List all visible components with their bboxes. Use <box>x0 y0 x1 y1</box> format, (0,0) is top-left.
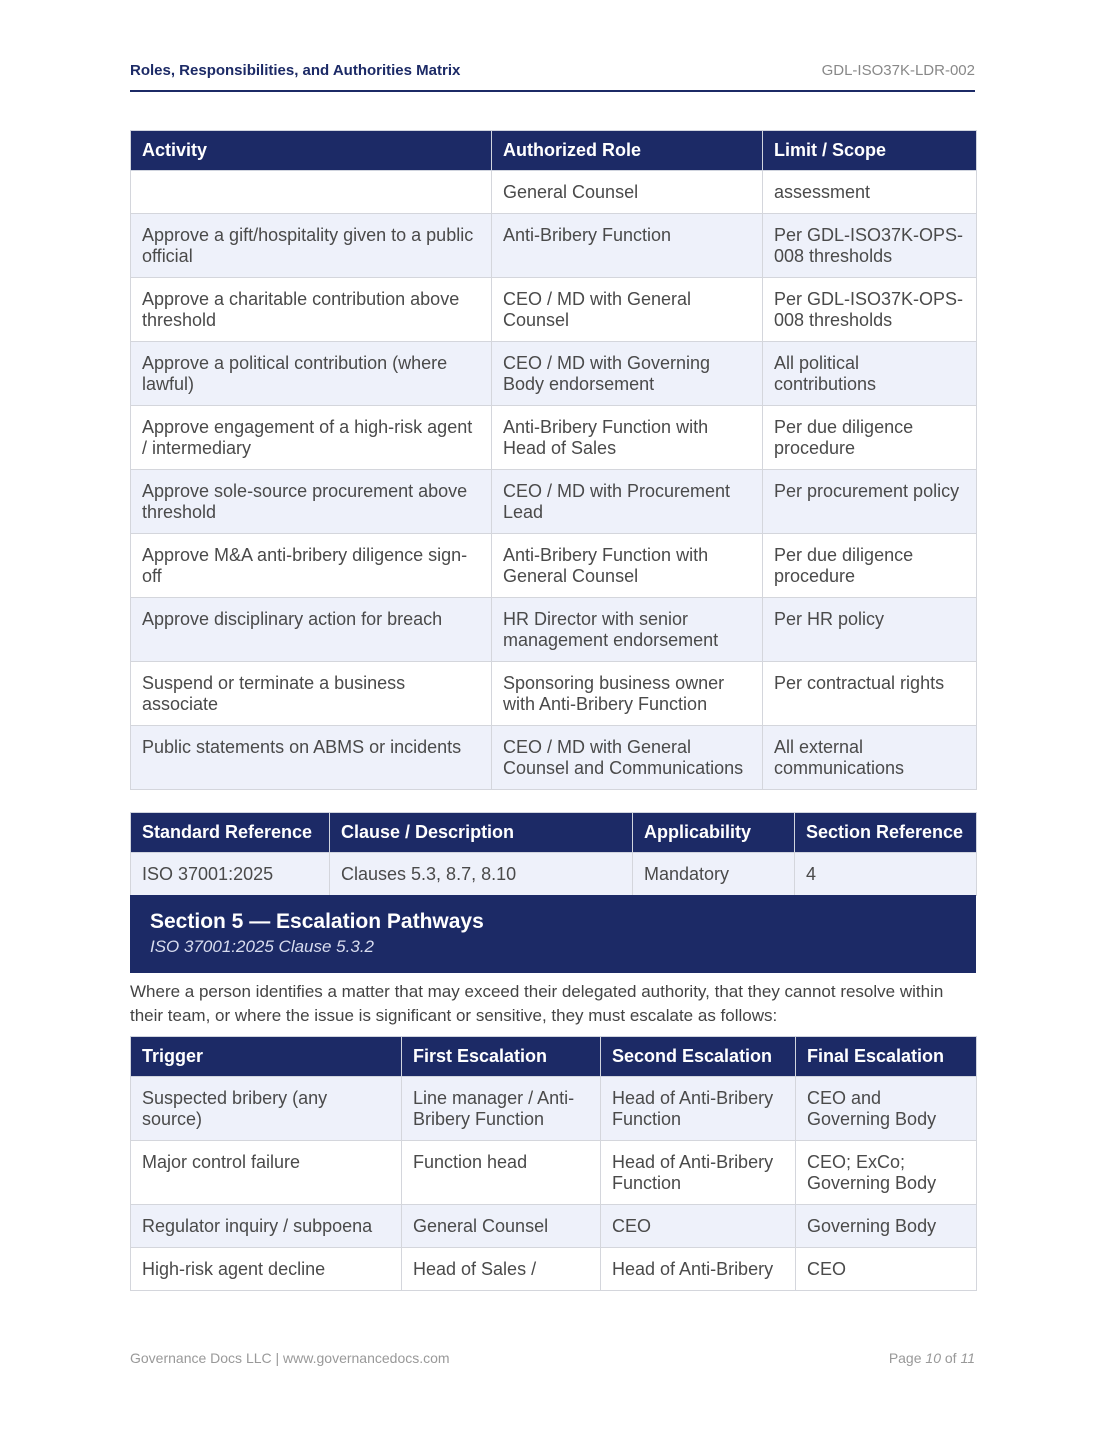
document-title: Roles, Responsibilities, and Authorities Matrix <box>130 62 461 79</box>
table-cell: Per procurement policy <box>763 470 977 534</box>
table-cell: Suspected bribery (any source) <box>131 1077 402 1141</box>
table-cell: CEO <box>601 1205 796 1248</box>
page-footer <box>130 1350 975 1366</box>
column-header: First Escalation <box>402 1037 601 1077</box>
table-row <box>131 1141 977 1205</box>
table-cell: Approve sole-source procurement above threshold <box>131 470 492 534</box>
reference-table <box>130 812 977 896</box>
table-cell: Approve a charitable contribution above threshold <box>131 278 492 342</box>
column-header: Activity <box>131 131 492 171</box>
column-header: Second Escalation <box>601 1037 796 1077</box>
table-cell: CEO / MD with Procurement Lead <box>492 470 763 534</box>
table-cell: Per due diligence procedure <box>763 406 977 470</box>
table-cell: General Counsel <box>402 1205 601 1248</box>
table-cell: Regulator inquiry / subpoena <box>131 1205 402 1248</box>
page-of: of <box>944 1350 957 1366</box>
table-cell: Head of Sales / <box>402 1248 601 1291</box>
table-cell: Suspend or terminate a business associate <box>131 662 492 726</box>
table-cell: Major control failure <box>131 1141 402 1205</box>
table-row <box>131 1077 977 1141</box>
table-cell: Public statements on ABMS or incidents <box>131 726 492 790</box>
page-label: Page <box>888 1350 922 1366</box>
table-cell: Head of Anti-Bribery Function <box>601 1077 796 1141</box>
intro-paragraph: Where a person identifies a matter that may exceed their delegated authority, that they cannot resolve within their team, or where the issue is significant or sensitive, they must escalate as follows: <box>130 982 944 1025</box>
authority-table <box>130 130 977 790</box>
column-header: Limit / Scope <box>763 131 977 171</box>
table-cell: ISO 37001:2025 <box>131 853 330 896</box>
table-cell: CEO and Governing Body <box>796 1077 977 1141</box>
table-cell: Approve M&A anti-bribery diligence sign-off <box>131 534 492 598</box>
column-header: Applicability <box>633 813 795 853</box>
table-cell: Line manager / Anti-Bribery Function <box>402 1077 601 1141</box>
table-cell: CEO / MD with Governing Body endorsement <box>492 342 763 406</box>
column-header: Clause / Description <box>330 813 633 853</box>
page-header <box>130 62 975 92</box>
table-cell: Per contractual rights <box>763 662 977 726</box>
column-header: Authorized Role <box>492 131 763 171</box>
table-cell: CEO / MD with General Counsel <box>492 278 763 342</box>
table-row <box>131 214 977 278</box>
table-row <box>131 278 977 342</box>
table-cell: Per GDL-ISO37K-OPS-008 thresholds <box>763 278 977 342</box>
page-total: 11 <box>960 1350 975 1366</box>
table-row <box>131 171 977 214</box>
table-header-row <box>131 131 977 171</box>
table-cell: All external communications <box>763 726 977 790</box>
table-row <box>131 1205 977 1248</box>
table-cell: assessment <box>763 171 977 214</box>
table-cell: Approve a gift/hospitality given to a public official <box>131 214 492 278</box>
table-cell: Approve disciplinary action for breach <box>131 598 492 662</box>
table-cell: General Counsel <box>492 171 763 214</box>
table-cell: Function head <box>402 1141 601 1205</box>
column-header: Section Reference <box>795 813 977 853</box>
page-current: 10 <box>925 1350 941 1366</box>
table-header-row <box>131 813 977 853</box>
table-cell: CEO <box>796 1248 977 1291</box>
table-header-row <box>131 1037 977 1077</box>
table-cell: Clauses 5.3, 8.7, 8.10 <box>330 853 633 896</box>
table-row <box>131 534 977 598</box>
table-row <box>131 726 977 790</box>
table-cell: HR Director with senior management endorsement <box>492 598 763 662</box>
table-cell: Per due diligence procedure <box>763 534 977 598</box>
table-row <box>131 598 977 662</box>
table-cell: 4 <box>795 853 977 896</box>
table-cell: Approve a political contribution (where lawful) <box>131 342 492 406</box>
section-subtitle: ISO 37001:2025 Clause 5.3.2 <box>150 937 374 956</box>
column-header: Standard Reference <box>131 813 330 853</box>
table-cell: Head of Anti-Bribery <box>601 1248 796 1291</box>
document-code: GDL-ISO37K-LDR-002 <box>821 62 975 79</box>
table-cell: Anti-Bribery Function <box>492 214 763 278</box>
table-row <box>131 853 977 896</box>
table-row <box>131 342 977 406</box>
table-cell: Per GDL-ISO37K-OPS-008 thresholds <box>763 214 977 278</box>
table-cell: Mandatory <box>633 853 795 896</box>
table-row <box>131 662 977 726</box>
column-header: Trigger <box>131 1037 402 1077</box>
escalation-table <box>130 1036 977 1291</box>
page-number <box>889 1350 975 1366</box>
section-title: Section 5 — Escalation Pathways <box>150 910 484 933</box>
table-cell: Sponsoring business owner with Anti-Bribery Function <box>492 662 763 726</box>
table-cell: Anti-Bribery Function with General Counsel <box>492 534 763 598</box>
table-row <box>131 406 977 470</box>
table-cell: All political contributions <box>763 342 977 406</box>
table-cell <box>131 171 492 214</box>
table-cell: Approve engagement of a high-risk agent / intermediary <box>131 406 492 470</box>
table-cell: Head of Anti-Bribery Function <box>601 1141 796 1205</box>
table-cell: Per HR policy <box>763 598 977 662</box>
table-cell: CEO; ExCo; Governing Body <box>796 1141 977 1205</box>
section-banner <box>130 895 976 973</box>
table-cell: High-risk agent decline <box>131 1248 402 1291</box>
table-cell: Governing Body <box>796 1205 977 1248</box>
table-row <box>131 470 977 534</box>
table-cell: Anti-Bribery Function with Head of Sales <box>492 406 763 470</box>
footer-company: Governance Docs LLC | www.governancedocs.com <box>130 1350 450 1366</box>
column-header: Final Escalation <box>796 1037 977 1077</box>
table-cell: CEO / MD with General Counsel and Communications <box>492 726 763 790</box>
table-row <box>131 1248 977 1291</box>
